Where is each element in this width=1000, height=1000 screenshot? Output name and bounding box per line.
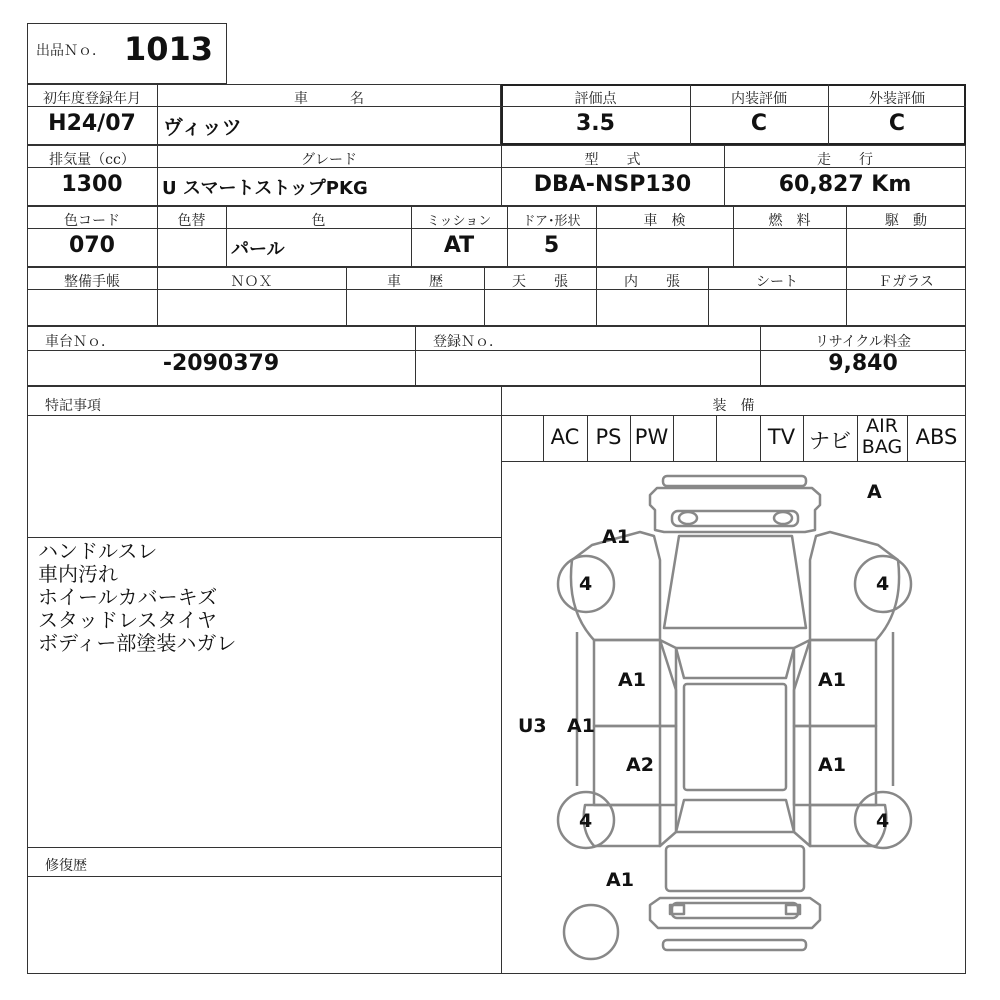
interior-trim-label: 内 張 (624, 274, 680, 290)
interior-score-value: C (750, 111, 768, 136)
tire-fr: 4 (876, 573, 890, 595)
transmission-value: AT (443, 233, 475, 258)
transmission-label: ミッション (426, 214, 492, 229)
car-name-label: 車 名 (294, 91, 364, 107)
seat-label: シート (756, 274, 798, 290)
score-label: 評価点 (574, 91, 617, 107)
recycle-fee-label: リサイクル料金 (814, 334, 912, 350)
equipment-label: 装 備 (712, 398, 755, 414)
color-value: パール (231, 239, 285, 260)
sunroof-label: 天 張 (512, 274, 568, 290)
first-reg-value: H24/07 (48, 111, 136, 136)
model-value: DBA-NSP130 (533, 172, 692, 197)
damage-u3: U3 (518, 715, 547, 737)
note-2: 車内汚れ (38, 562, 118, 586)
equip-bag: BAG (861, 436, 903, 458)
model-label: 型 式 (584, 152, 641, 168)
inspection-label: 車 検 (643, 213, 686, 229)
damage-a: A (867, 481, 882, 503)
door-shape-label: ドア･形状 (522, 214, 581, 229)
equip-ac: AC (550, 425, 580, 449)
color-label: 色 (311, 213, 326, 229)
lot-number: 1013 (124, 30, 214, 68)
chassis-no-value: -2090379 (162, 351, 280, 376)
reg-no-label: 登録Ｎｏ． (433, 334, 503, 350)
mileage-label: 走 行 (817, 152, 873, 168)
chassis-no-label: 車台Ｎｏ． (45, 334, 115, 350)
color-code-label: 色コード (64, 213, 120, 229)
equip-ps: PS (595, 425, 622, 449)
damage-a1-left-front: A1 (618, 669, 646, 691)
special-notes-label: 特記事項 (45, 398, 101, 414)
damage-a1-front: A1 (602, 526, 630, 548)
fuel-label: 燃 料 (768, 213, 811, 229)
equip-air: AIR (866, 415, 898, 437)
tire-rr: 4 (876, 810, 890, 832)
equip-tv: TV (767, 425, 796, 449)
tire-fl: 4 (579, 573, 593, 595)
color-change-label: 色替 (177, 213, 206, 229)
displacement-label: 排気量（cc） (49, 152, 135, 168)
car-name-value: ヴィッツ (163, 115, 242, 139)
displacement-value: 1300 (61, 172, 123, 197)
grade-value: U スマートストップPKG (162, 178, 368, 199)
nox-label: ＮＯＸ (230, 274, 273, 290)
damage-a1-left-mid: A1 (567, 715, 595, 737)
damage-a2: A2 (626, 754, 654, 776)
lot-number-label: 出品Ｎｏ． (36, 43, 106, 59)
score-value: 3.5 (576, 111, 615, 136)
exterior-score-label: 外装評価 (869, 91, 925, 107)
grade-label: グレード (301, 152, 357, 168)
door-shape-value: 5 (543, 233, 560, 258)
equip-navi: ナビ (809, 429, 851, 453)
drive-label: 駆 動 (885, 213, 927, 229)
color-code-value: 070 (69, 233, 115, 258)
note-4: スタッドレスタイヤ (38, 608, 217, 632)
equip-abs: ABS (915, 425, 958, 449)
tire-rl: 4 (579, 810, 593, 832)
first-reg-label: 初年度登録年月 (43, 91, 141, 107)
f-glass-label: Ｆガラス (878, 274, 934, 290)
damage-a1-right-front: A1 (818, 669, 846, 691)
repair-history-label: 修復歴 (45, 858, 87, 874)
history-label: 車 歴 (387, 274, 443, 290)
recycle-fee-value: 9,840 (828, 351, 898, 376)
interior-score-label: 内装評価 (731, 91, 787, 107)
equip-pw: PW (634, 425, 669, 449)
note-3: ホイールカバーキズ (38, 585, 218, 609)
damage-a1-rear: A1 (606, 869, 634, 891)
note-5: ボディー部塗装ハガレ (38, 631, 237, 655)
damage-a1-right-rear: A1 (818, 754, 846, 776)
service-book-label: 整備手帳 (64, 274, 120, 290)
mileage-value: 60,827 Km (778, 172, 912, 197)
exterior-score-value: C (888, 111, 906, 136)
note-1: ハンドルスレ (38, 539, 158, 563)
